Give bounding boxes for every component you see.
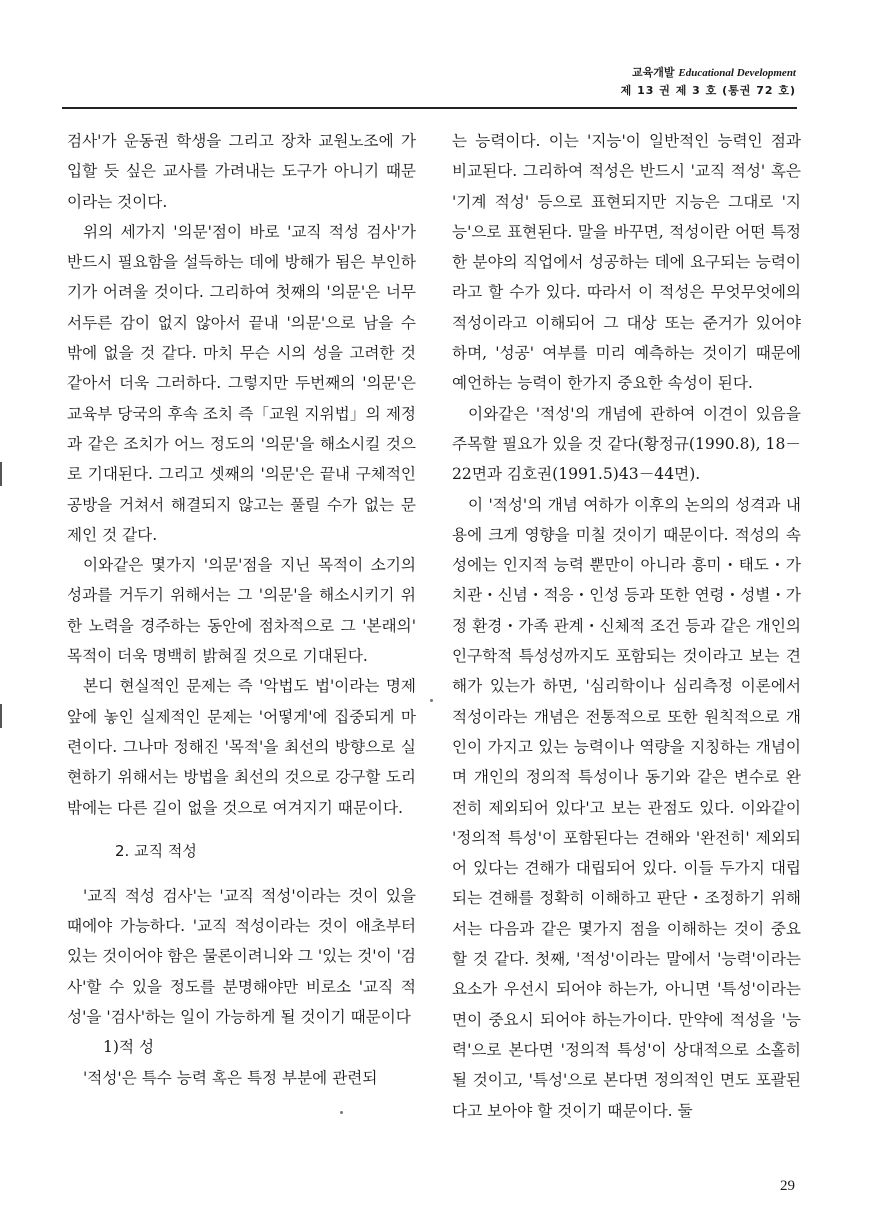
paragraph: 이와같은 몇가지 '의문'점을 지닌 목적이 소기의 성과를 거두기 위해서는 그 '의문'을 해소시키기 위한 노력을 경주하는 동안에 점차적으로 그 '본래의' 목적이 더욱 명백히 밝혀질 것으로 기대된다. [67, 556, 416, 666]
paragraph: 위의 세가지 '의문'점이 바로 '교직 적성 검사'가 반드시 필요함을 설득하는 데에 방해가 됨은 부인하기가 어려울 것이다. 그리하여 첫째의 '의문'은 너무 서두른 감이 없지 않아서 끝내 '의문'으로 남을 수 밖에 없을 것 같다. 마치 무슨 시의 성을 고려한 것 같아서 더욱 그러하다. 그렇지만 두번째의 '의문'은 교육부 당국의 후속 조치 즉「교원 지위법」의 제정과 같은 조치가 어느 정도의 '의문'을 해소시킬 것으로 기대된다. 그리고 셋째의 '의문'은 끝내 구체적인 공방을 거쳐서 해결되지 않고는 풀릴 수가 없는 문제인 것 같다. [67, 222, 416, 544]
left-column [67, 126, 416, 1093]
subsection-heading: 1)적 성 [103, 1038, 155, 1057]
margin-mark [0, 462, 2, 486]
margin-mark [0, 704, 2, 728]
paragraph: 본디 현실적인 문제는 즉 '악법도 법'이라는 명제 앞에 놓인 실제적인 문제는 '어떻게'에 집중되게 마련이다. 그나마 정해진 '목적'을 최선의 방향으로 실현하기 위해서는 방법을 최선의 것으로 강구할 도리 밖에는 다른 길이 없을 것으로 여겨지기 때문이다. [67, 677, 416, 817]
paragraph: 이와같은 '적성'의 개념에 관하여 이견이 있음을 주목할 필요가 있을 것 같다(황정규(1990.8), 18－22면과 김호권(1991.5)43－44면). [452, 404, 801, 484]
header-rule [62, 107, 797, 109]
running-header [621, 64, 796, 99]
scan-speck [430, 699, 433, 702]
page-number: 29 [780, 1178, 795, 1194]
issue-info: 제 13 권 제 3 호 (통권 72 호) [620, 84, 796, 97]
journal-title-english: Educational Development [678, 67, 796, 79]
paragraph: 검사'가 운동권 학생을 그리고 장차 교원노조에 가입할 듯 싶은 교사를 가려내는 도구가 아니기 때문이라는 것이다. [67, 132, 416, 211]
right-column [452, 126, 801, 1126]
paragraph: '적성'은 특수 능력 혹은 특정 부분에 관련되 [83, 1068, 378, 1087]
paragraph: 는 능력이다. 이는 '지능'이 일반적인 능력인 점과 비교된다. 그리하여 적성은 반드시 '교직 적성' 혹은 '기계 적성' 등으로 표현되지만 지능은 그대로 '지능'으로 표현된다. 말을 바꾸면, 적성이란 어떤 특정한 분야의 직업에서 성공하는 데에 요구되는 능력이라고 할 수가 있다. 따라서 이 적성은 무엇무엇에의 적성이라고 이해되어 그 대상 또는 준거가 있어야 하며, '성공' 여부를 미리 예측하는 것이기 때문에 예언하는 능력이 한가지 중요한 속성이 된다. [452, 132, 801, 393]
scan-speck [340, 1111, 343, 1114]
journal-title-korean: 교육개발 [632, 66, 675, 79]
paragraph: '교직 적성 검사'는 '교직 적성'이라는 것이 있을 때에야 가능하다. '교직 적성이라는 것이 애초부터 있는 것이어야 함은 물론이려니와 그 '있는 것'이 '검사'할 수 있을 정도를 분명해야만 비로소 '교직 적성'을 '검사'하는 일이 가능하게 될 것이기 때문이다 [67, 886, 416, 1027]
journal-title [621, 64, 796, 82]
paragraph: 이 '적성'의 개념 여하가 이후의 논의의 성격과 내용에 크게 영향을 미칠 것이기 때문이다. 적성의 속성에는 인지적 능력 뿐만이 아니라 흥미・태도・가치관・신념・적응・인성 등과 또한 연령・성별・가정 환경・가족 관계・신체적 조건 등과 같은 개인의 인구학적 특성성까지도 포함되는 것이라고 보는 견해가 있는가 하면, '심리학이나 심리측정 이론에서 적성이라는 개념은 전통적으로 또한 원칙적으로 개인이 가지고 있는 능력이나 역량을 지칭하는 개념이며 개인의 정의적 특성이나 동기와 같은 변수로 완전히 제외되어 있다'고 보는 관점도 있다. 이와같이 '정의적 특성'이 포함된다는 견해와 '완전히' 제외되어 있다는 견해가 대립되어 있다. 이들 두가지 대립되는 견해를 정확히 이해하고 판단・조정하기 위해서는 다음과 같은 몇가지 점을 이해하는 것이 중요할 것 같다. 첫째, '적성'이라는 말에서 '능력'이라는 요소가 우선시 되어야 하는가, 아니면 '특성'이라는 면이 중요시 되어야 하는가이다. 만약에 적성을 '능력'으로 본다면 '정의적 특성'이 상대적으로 소홀히 될 것이고, '특성'으로 본다면 정의적인 면도 포괄된다고 보아야 할 것이기 때문이다. 둘 [452, 495, 801, 1120]
section-heading: 2. 교직 적성 [115, 841, 197, 860]
